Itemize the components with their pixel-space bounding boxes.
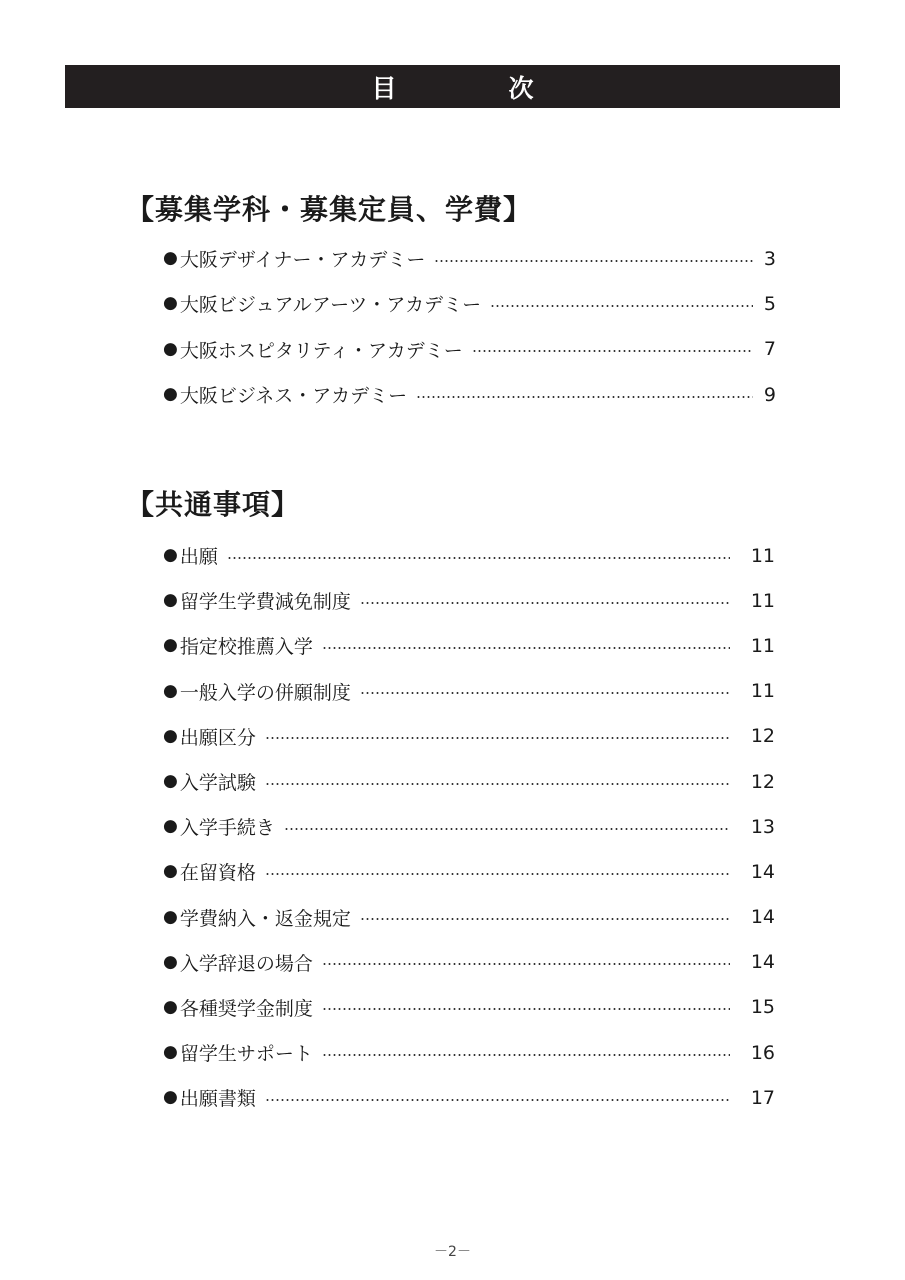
toc-entry-label: 出願書類 xyxy=(179,1088,256,1111)
toc-entry-page: 11 xyxy=(750,634,775,657)
toc-entry[interactable] xyxy=(163,669,775,714)
toc-list-recruitment xyxy=(163,236,776,417)
dot-leader xyxy=(284,828,730,830)
toc-entry-label: 大阪ホスピタリティ・アカデミー xyxy=(179,339,463,362)
bullet-icon: ● xyxy=(163,771,178,792)
dot-leader xyxy=(360,918,730,920)
toc-entry-page: 15 xyxy=(750,996,775,1019)
bullet-icon: ● xyxy=(163,725,178,746)
dot-leader xyxy=(227,557,730,559)
dot-leader xyxy=(490,305,753,307)
toc-entry-label: 在留資格 xyxy=(179,862,256,885)
toc-list-common xyxy=(163,533,775,1120)
toc-entry-label: 大阪デザイナー・アカデミー xyxy=(179,249,426,272)
dot-leader xyxy=(265,783,730,785)
toc-entry-label: 留学生学費減免制度 xyxy=(179,591,351,614)
toc-entry[interactable] xyxy=(163,714,775,759)
toc-entry-label: 各種奨学金制度 xyxy=(179,997,313,1020)
dot-leader xyxy=(322,1054,730,1056)
section-heading-recruitment: 【募集学科・募集定員、学費】 xyxy=(126,193,533,226)
toc-entry[interactable] xyxy=(163,895,775,940)
toc-entry-page: 14 xyxy=(750,860,775,883)
toc-entry-page: 16 xyxy=(750,1041,775,1064)
bullet-icon: ● xyxy=(163,635,178,656)
toc-entry[interactable] xyxy=(163,533,775,578)
toc-entry-label: 学費納入・返金規定 xyxy=(179,907,351,930)
toc-entry-label: 大阪ビジネス・アカデミー xyxy=(179,385,408,408)
toc-entry-page: 12 xyxy=(750,725,775,748)
toc-entry[interactable] xyxy=(163,578,775,623)
dot-leader xyxy=(265,737,730,739)
dot-leader xyxy=(434,260,753,262)
dot-leader xyxy=(472,350,753,352)
bullet-icon: ● xyxy=(163,338,178,359)
dot-leader xyxy=(360,602,730,604)
toc-entry[interactable] xyxy=(163,1030,775,1075)
toc-title-bar xyxy=(65,65,840,108)
dot-leader xyxy=(265,1099,730,1101)
bullet-icon: ● xyxy=(163,293,178,314)
toc-entry-label: 出願区分 xyxy=(179,726,256,749)
toc-entry[interactable] xyxy=(163,804,775,849)
toc-entry-label: 一般入学の併願制度 xyxy=(179,681,351,704)
section-heading-common: 【共通事項】 xyxy=(126,488,301,521)
page-title: 目次 xyxy=(371,73,646,103)
toc-entry-label: 指定校推薦入学 xyxy=(179,636,313,659)
toc-entry-page: 3 xyxy=(763,247,776,270)
bullet-icon: ● xyxy=(163,590,178,611)
dot-leader xyxy=(265,873,730,875)
toc-entry-page: 11 xyxy=(750,544,775,567)
toc-entry[interactable] xyxy=(163,236,776,281)
toc-entry[interactable] xyxy=(163,849,775,894)
toc-entry-label: 入学手続き xyxy=(179,817,275,840)
toc-entry-page: 14 xyxy=(750,951,775,974)
bullet-icon: ● xyxy=(163,384,178,405)
toc-entry-page: 9 xyxy=(763,383,776,406)
toc-entry[interactable] xyxy=(163,281,776,326)
toc-entry-page: 12 xyxy=(750,770,775,793)
dot-leader xyxy=(322,1008,730,1010)
dot-leader xyxy=(360,692,730,694)
toc-entry-page: 11 xyxy=(750,680,775,703)
dot-leader xyxy=(322,647,730,649)
toc-entry[interactable] xyxy=(163,623,775,668)
page-number: －2－ xyxy=(434,1244,471,1260)
toc-entry[interactable] xyxy=(163,985,775,1030)
toc-entry[interactable] xyxy=(163,759,775,804)
bullet-icon: ● xyxy=(163,951,178,972)
toc-entry[interactable] xyxy=(163,372,776,417)
bullet-icon: ● xyxy=(163,545,178,566)
toc-entry-page: 13 xyxy=(750,815,775,838)
toc-entry-label: 留学生サポート xyxy=(179,1043,313,1066)
bullet-icon: ● xyxy=(163,1087,178,1108)
toc-entry-page: 11 xyxy=(750,589,775,612)
toc-entry[interactable] xyxy=(163,1075,775,1120)
dot-leader xyxy=(416,396,753,398)
bullet-icon: ● xyxy=(163,861,178,882)
toc-entry-label: 入学試験 xyxy=(179,772,256,795)
toc-entry-page: 14 xyxy=(750,906,775,929)
toc-entry-label: 出願 xyxy=(179,546,218,569)
toc-entry-page: 5 xyxy=(763,292,776,315)
bullet-icon: ● xyxy=(163,248,178,269)
toc-entry[interactable] xyxy=(163,940,775,985)
bullet-icon: ● xyxy=(163,1042,178,1063)
toc-entry-label: 入学辞退の場合 xyxy=(179,952,313,975)
bullet-icon: ● xyxy=(163,906,178,927)
toc-entry-page: 17 xyxy=(750,1086,775,1109)
bullet-icon: ● xyxy=(163,680,178,701)
bullet-icon: ● xyxy=(163,996,178,1017)
toc-entry-page: 7 xyxy=(763,338,776,361)
toc-entry[interactable] xyxy=(163,327,776,372)
bullet-icon: ● xyxy=(163,816,178,837)
toc-entry-label: 大阪ビジュアルアーツ・アカデミー xyxy=(179,294,482,317)
dot-leader xyxy=(322,963,730,965)
